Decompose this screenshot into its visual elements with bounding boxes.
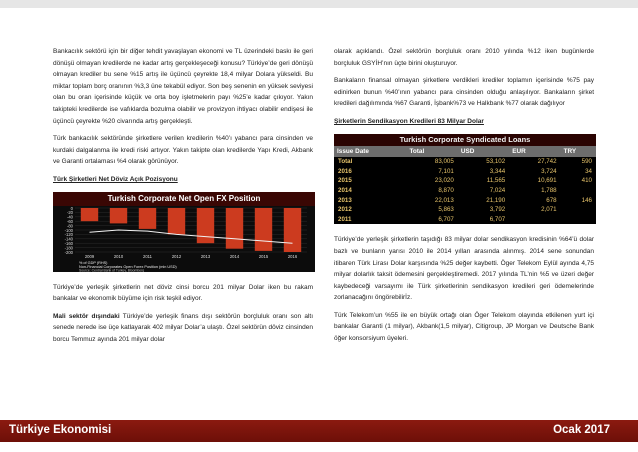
y-tick-label: -120 xyxy=(64,231,73,237)
x-tick-label: 2013 xyxy=(200,253,211,259)
table-header-cell: Issue Date xyxy=(334,146,406,158)
table-cell: 2012 xyxy=(338,206,352,214)
paragraph: Bankacılık sektörü için bir diğer tehdit yavaşlayan ekonomi ve TL üzerindeki baskı ile geri dönüşü olmayan kredilerde ne kadar artış gerçekleşeceği konusu? Türkiye’de geri dönüşü olmayan krediler bu sene %15 artış ile üçüncü çeyrekte 18,4 milyar Dolara yükseldi. Bu miktar toplam borç oranının %3,3 üne tekabül ediyor. Son beş senenin en yüksek seviyesi olan bu oran içerisinde küçük ve orta boy işletmelerin payı %25’e kadar çıkıyor. Yakın takipteki kredilerde ise vafıklarda bozulma olabilir ve provizyon ihtiyacı olabilir endişesi ile üçüncü çeyrekte %20 civarında artış gerçekleşti. xyxy=(53,48,313,125)
table-cell: 2014 xyxy=(338,186,352,194)
x-tick-label: 2016 xyxy=(287,253,298,259)
table-cell: 3,724 xyxy=(541,167,557,175)
table-cell: 21,190 xyxy=(486,196,506,204)
bar xyxy=(168,208,185,234)
section-heading xyxy=(53,174,313,186)
bar xyxy=(197,208,214,243)
table-row xyxy=(334,176,596,186)
table-cell: 23,020 xyxy=(434,177,454,185)
legend-entry: % of GDP (RHS) xyxy=(79,260,108,265)
table-cell: 590 xyxy=(581,158,592,166)
table-header-cell: EUR xyxy=(509,146,560,158)
chart-source: Source: Central Bank of Turkey, Bloomberg xyxy=(79,268,145,272)
y-tick-label: -200 xyxy=(64,249,73,255)
table-cell: 83,005 xyxy=(434,158,454,166)
paragraph-bold: Mali sektör dışındaki xyxy=(53,312,120,320)
footer-bar xyxy=(0,420,638,442)
table-cell: 2011 xyxy=(338,215,352,223)
table-cell: 6,707 xyxy=(438,215,454,223)
section-heading-text: Türk Şirketleri Net Döviz Açık Pozisyonu xyxy=(53,175,178,183)
paragraph: Türk bankacılık sektöründe şirketlere verilen kredilerin %40’ı yabancı para cinsinden ve kurdaki dalgalanma ile kredi riski artıyor. Yakın takipte olan kredilerde Yapı Kredi, Akbank ve Garanti ortalaması %4 olarak görünüyor. xyxy=(53,135,313,166)
y-tick-label: -40 xyxy=(66,214,73,220)
loans-table-grid xyxy=(334,146,596,225)
paragraph xyxy=(53,311,313,346)
table-cell: 410 xyxy=(581,177,592,185)
table-row xyxy=(334,215,596,225)
table-row xyxy=(334,186,596,196)
y-tick-label: -140 xyxy=(64,236,73,242)
x-tick-label: 2012 xyxy=(171,253,182,259)
left-column xyxy=(53,46,313,352)
table-cell: 678 xyxy=(546,196,557,204)
table-cell xyxy=(561,186,596,196)
x-tick-label: 2011 xyxy=(142,253,153,259)
y-tick-label: -180 xyxy=(64,244,73,250)
bar xyxy=(284,208,301,252)
table-cell: 146 xyxy=(581,196,592,204)
table-row xyxy=(334,205,596,215)
legend-entry: Non-Financial Corporates Open Forex Position (mln USD) xyxy=(79,264,177,269)
paragraph: olarak açıklandı. Özel sektörün borçluluk oranı 2010 yılında %12 iken bugünlerde borçluluk GSYİH’nın üçte birini oluşturuyor. xyxy=(334,48,594,67)
table-cell: 53,102 xyxy=(486,158,506,166)
x-tick-label: 2009 xyxy=(84,253,95,259)
footer-title: Türkiye Ekonomisi xyxy=(9,424,112,436)
paragraph: Türkiye’de yerleşik şirketlerin taşıdığı 83 milyar dolar sendikasyon kredisinin %64’ü dolar bazlı ve bunların yarısı 2010 ile 2014 yılları arasında alınmış. 2014 sene sonundan itibaren Türk Lirası Dolar karşısında %25 değer kaybetti. Öger Telekom Eylül ayında 4,75 milyar dolarlık taksit ödemesini gerçekleştiremedi. 2017 yılında TL’nin %5 ve üzeri değer kaybedeceği varsayımı ile Türk şirketlerinin sendikasyon kredileri geri ödemelerinde zorlanacağını öngörebilirİz. xyxy=(334,236,594,302)
top-bar xyxy=(0,0,638,8)
x-tick-label: 2014 xyxy=(229,253,240,259)
table-cell: 2,071 xyxy=(541,206,557,214)
table-body xyxy=(334,157,596,224)
table-cell: 34 xyxy=(585,167,592,175)
x-tick-label: 2015 xyxy=(258,253,269,259)
y-tick-label: -60 xyxy=(66,218,73,224)
table-cell: 7,024 xyxy=(489,186,506,194)
paragraph: Bankaların finansal olmayan şirketlere verdikleri krediler toplamın içerisinde %75 pay edinirken bunun %40’ının yabancı para cinsinden olduğu anlaşılıyor. Bankaların şirket kredileri dağılımında %67 Garanti, İşbank%73 ve Halkbank %77 olarak dağılıyor xyxy=(334,77,594,108)
table-cell: 5,863 xyxy=(438,206,454,214)
paragraph: Türkiye’de yerleşik şirketlerin net döviz cinsi borcu 201 milyar Dolar iken bu rakam bankalar ve ekonomik büyüme için risk teşkil ediyor. xyxy=(53,283,313,303)
chart-title: Turkish Corporate Net Open FX Position xyxy=(53,192,315,206)
table-cell: 27,742 xyxy=(537,158,557,166)
bar xyxy=(81,208,98,221)
table-cell: 2015 xyxy=(338,177,352,185)
page-bottom xyxy=(0,442,638,452)
table-cell: 8,870 xyxy=(438,186,454,194)
table-row xyxy=(334,196,596,206)
x-tick-label: 2010 xyxy=(113,253,124,259)
paragraph: Türk Telekom’un %55 ile en büyük ortağı olan Öger Telekom olayında etkilenen yurt içi bankalar Garanti (1 milyar), Akbank(1,5 milyar), Citigroup, JP Morgan ve Deutsche Bank öğer konsorsiyum üyeleri. xyxy=(334,311,594,343)
table-cell: 6,707 xyxy=(489,215,506,223)
y-tick-label: -80 xyxy=(66,222,73,228)
table-cell: 3,344 xyxy=(489,167,506,175)
bar xyxy=(139,208,156,229)
bar xyxy=(110,208,127,223)
bar xyxy=(255,208,272,251)
y-tick-label: 0 xyxy=(70,205,73,211)
y-tick-label: -100 xyxy=(64,227,73,233)
table-cell: 3,792 xyxy=(489,206,506,214)
syndicated-loans-table xyxy=(334,134,596,225)
footer-date: Ocak 2017 xyxy=(553,424,610,436)
table-cell xyxy=(509,215,560,225)
paragraph-text: Türkiye’de yerleşik finans dışı sektörün borçluluk oranı son altı senede nerede ise üçe katlayarak 402 milyar Dolar’a ulaştı. Özel sektörün döviz cinsinden borcu Temmuz ayında 201 milyar dolar xyxy=(53,312,313,343)
table-cell: 10,691 xyxy=(537,177,557,185)
table-cell: 7,101 xyxy=(438,167,454,175)
table-cell: 2016 xyxy=(338,167,352,175)
table-cell: 11,565 xyxy=(486,177,506,185)
table-header-cell: Total xyxy=(406,146,457,158)
y-tick-label: -20 xyxy=(66,209,73,215)
table-header-cell: USD xyxy=(458,146,509,158)
table-cell xyxy=(561,215,596,225)
bar xyxy=(226,208,243,249)
section-heading-text: Şirketlerin Sendikasyon Kredileri 83 Milyar Dolar xyxy=(334,117,484,125)
table-cell: 1,788 xyxy=(541,186,557,194)
table-row xyxy=(334,167,596,177)
table-cell: 2013 xyxy=(338,196,352,204)
fx-position-chart xyxy=(53,192,315,272)
table-row xyxy=(334,157,596,167)
y-tick-label: -160 xyxy=(64,240,73,246)
table-title: Turkish Corporate Syndicated Loans xyxy=(334,134,596,146)
table-cell: 22,013 xyxy=(434,196,454,204)
fx-position-plot xyxy=(53,206,315,272)
table-header-row xyxy=(334,146,596,158)
table-cell xyxy=(561,205,596,215)
section-heading xyxy=(334,116,594,128)
table-cell: Total xyxy=(338,158,353,166)
table-header-cell: TRY xyxy=(561,146,596,158)
right-column xyxy=(334,46,594,351)
